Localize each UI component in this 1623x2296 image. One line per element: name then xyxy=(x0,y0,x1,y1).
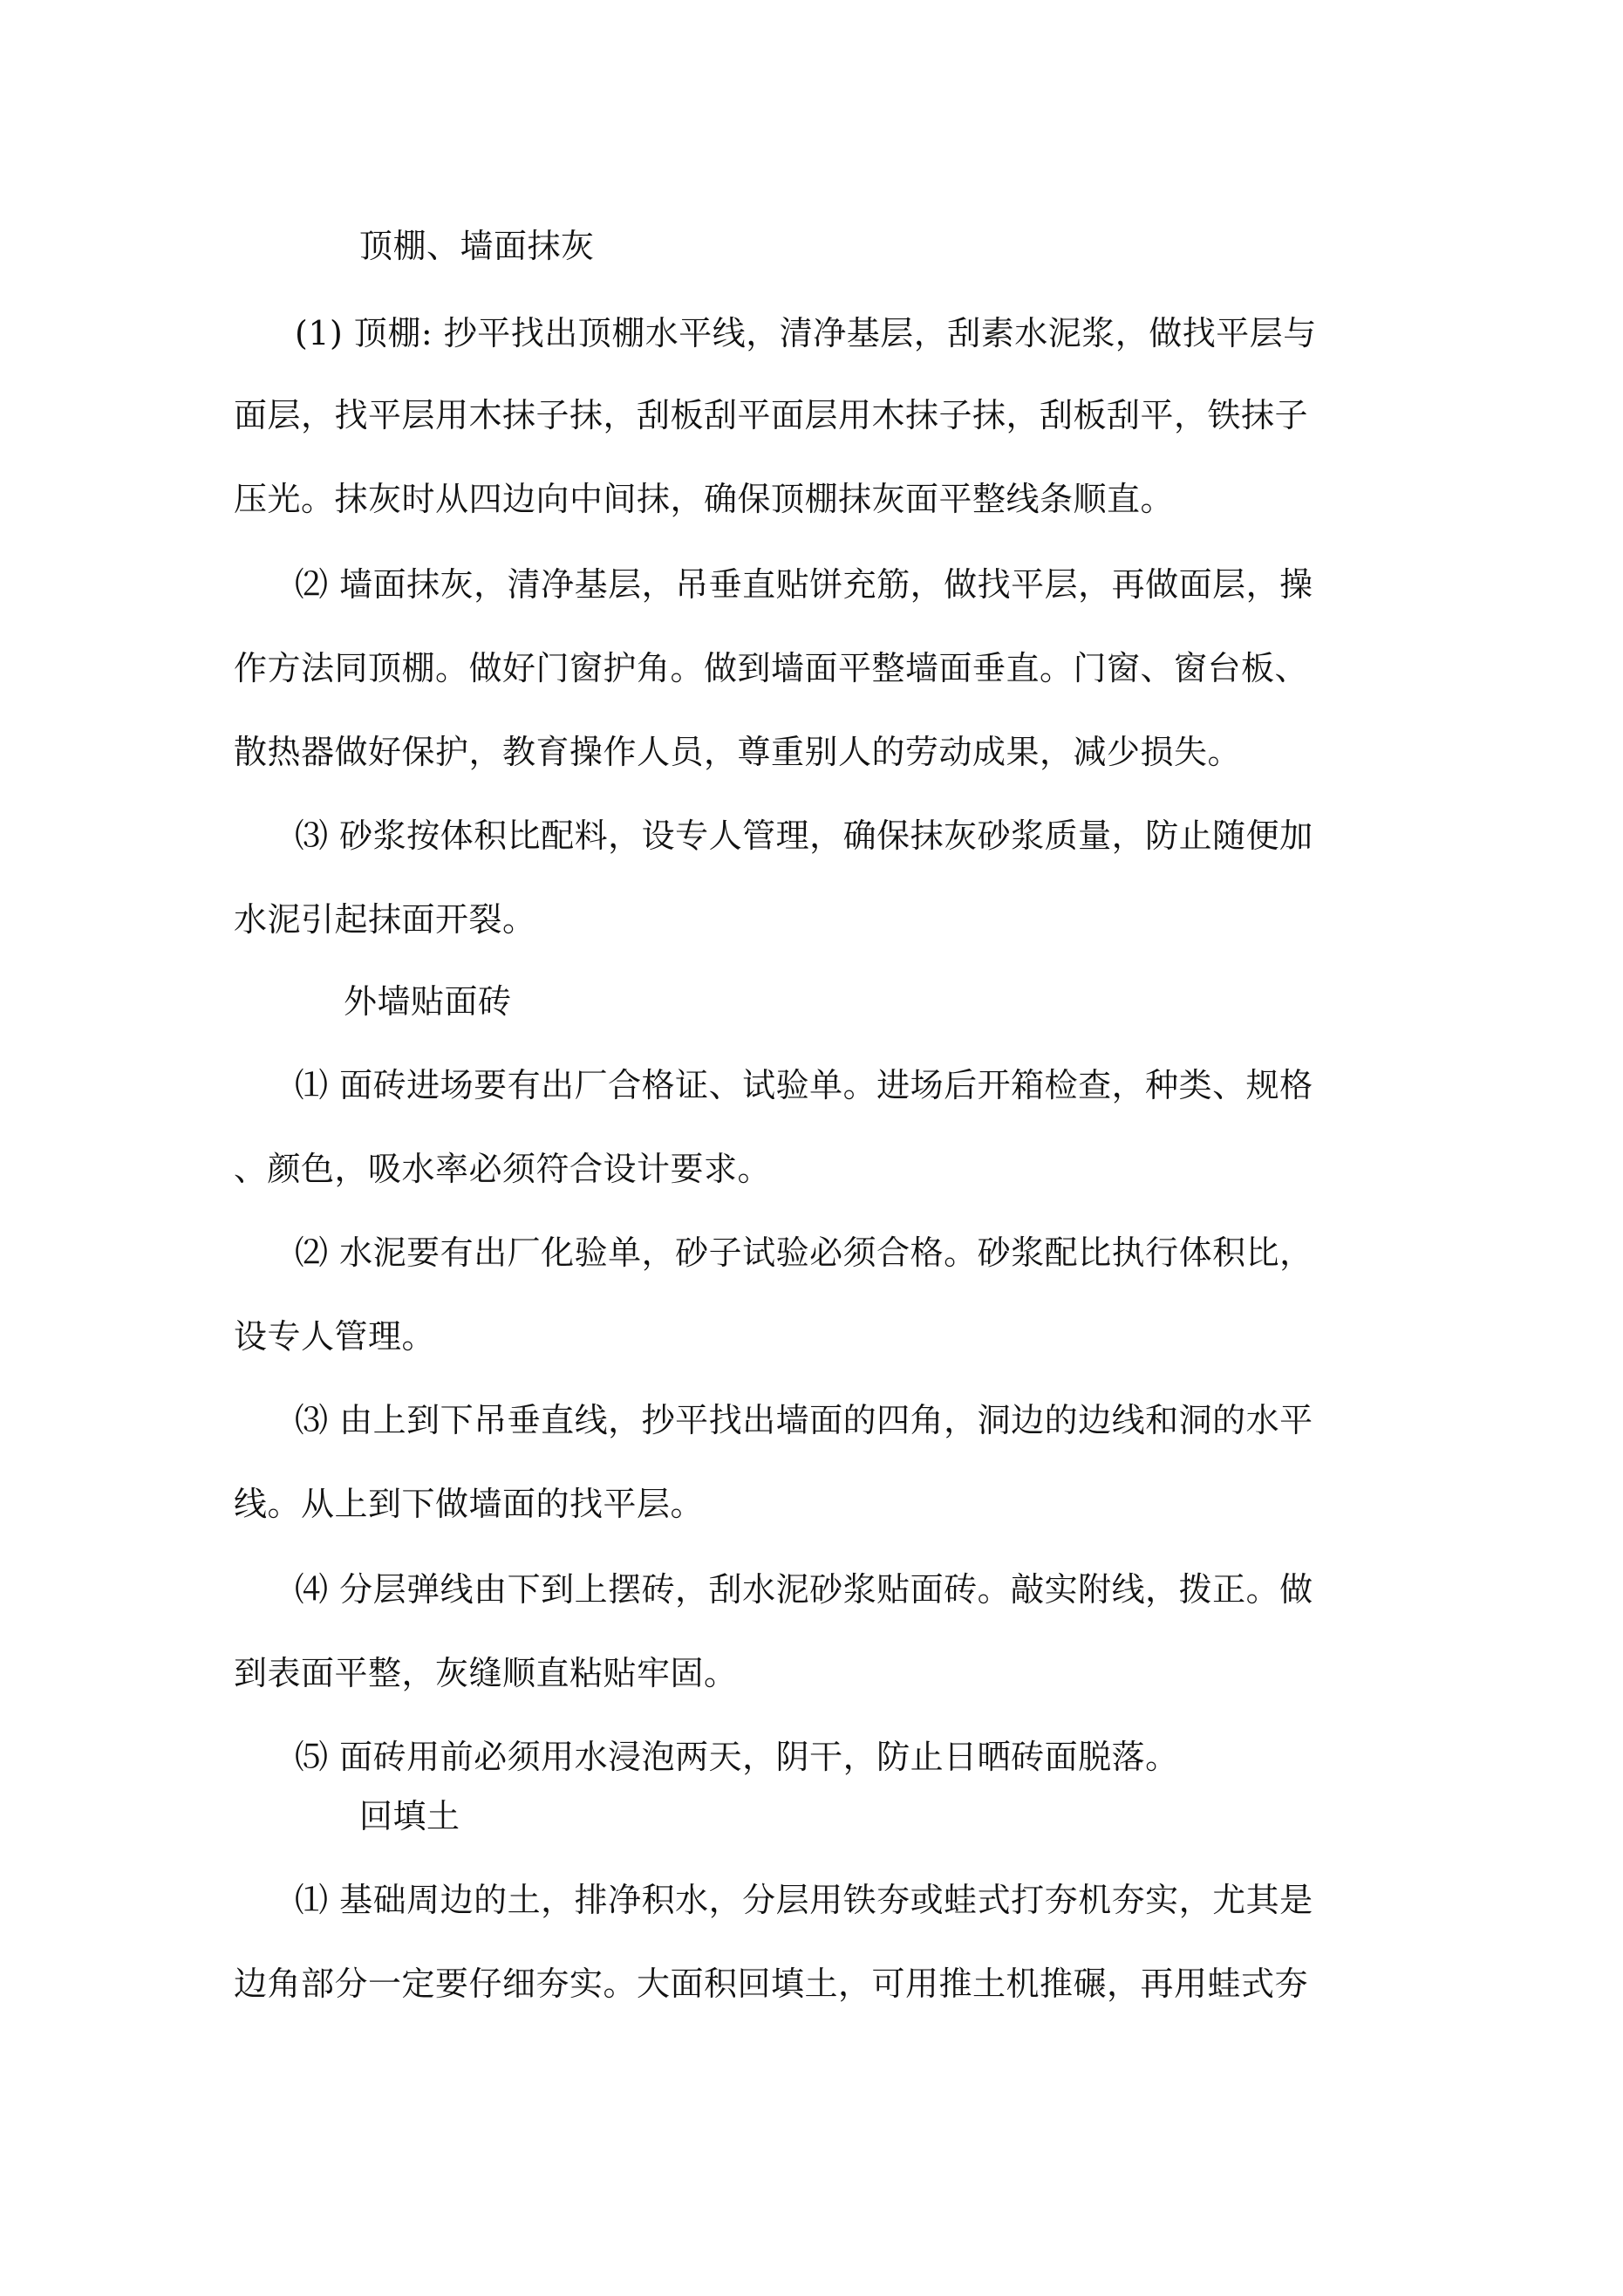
paragraph-line: 设专人管理。 xyxy=(234,1317,436,1356)
paragraph-line: ⑵ 墙面抹灰，清净基层，吊垂直贴饼充筋，做找平层，再做面层，操 xyxy=(295,565,1313,604)
paragraph-line: 边角部分一定要仔细夯实。大面积回填土，可用推土机推碾，再用蛙式夯 xyxy=(234,1965,1309,2003)
paragraph-line: 压光。抹灰时从四边向中间抹，确保顶棚抹灰面平整线条顺直。 xyxy=(234,480,1175,518)
paragraph-line: 面层，找平层用木抹子抹，刮板刮平面层用木抹子抹，刮板刮平，铁抹子 xyxy=(234,396,1309,434)
paragraph-line: ⑴ 面砖进场要有出厂合格证、试验单。进场后开箱检查，种类、规格 xyxy=(295,1066,1313,1104)
section-heading-plastering: 顶棚、墙面抹灰 xyxy=(359,227,595,265)
paragraph-line: 线。从上到下做墙面的找平层。 xyxy=(234,1485,705,1523)
section-heading-backfill: 回填土 xyxy=(359,1797,460,1835)
paragraph-line: (1) 顶棚: 抄平找出顶棚水平线，清净基层，刮素水泥浆，做找平层与 xyxy=(295,314,1317,352)
section-heading-exterior-tile: 外墙贴面砖 xyxy=(344,982,512,1021)
paragraph-line: ⑷ 分层弹线由下到上摆砖，刮水泥砂浆贴面砖。敲实附线，拨正。做 xyxy=(295,1570,1313,1609)
paragraph-line: 作方法同顶棚。做好门窗护角。做到墙面平整墙面垂直。门窗、窗台板、 xyxy=(234,649,1309,687)
paragraph-line: 、颜色，吸水率必须符合设计要求。 xyxy=(234,1150,772,1188)
paragraph-line: ⑴ 基础周边的土，排净积水，分层用铁夯或蛙式打夯机夯实，尤其是 xyxy=(295,1881,1313,1919)
paragraph-line: 水泥引起抹面开裂。 xyxy=(234,900,536,939)
paragraph-line: ⑵ 水泥要有出厂化验单，砂子试验必须合格。砂浆配比执行体积比， xyxy=(295,1233,1313,1272)
paragraph-line: 到表面平整，灰缝顺直粘贴牢固。 xyxy=(234,1654,738,1692)
paragraph-line: 散热器做好保护，教育操作人员，尊重别人的劳动成果，减少损失。 xyxy=(234,733,1242,771)
paragraph-line: ⑶ 砂浆按体积比配料，设专人管理，确保抹灰砂浆质量，防止随便加 xyxy=(295,817,1313,855)
paragraph-line: ⑶ 由上到下吊垂直线，抄平找出墙面的四角，洞边的边线和洞的水平 xyxy=(295,1401,1313,1439)
paragraph-line: ⑸ 面砖用前必须用水浸泡两天，阴干，防止日晒砖面脱落。 xyxy=(295,1738,1179,1776)
